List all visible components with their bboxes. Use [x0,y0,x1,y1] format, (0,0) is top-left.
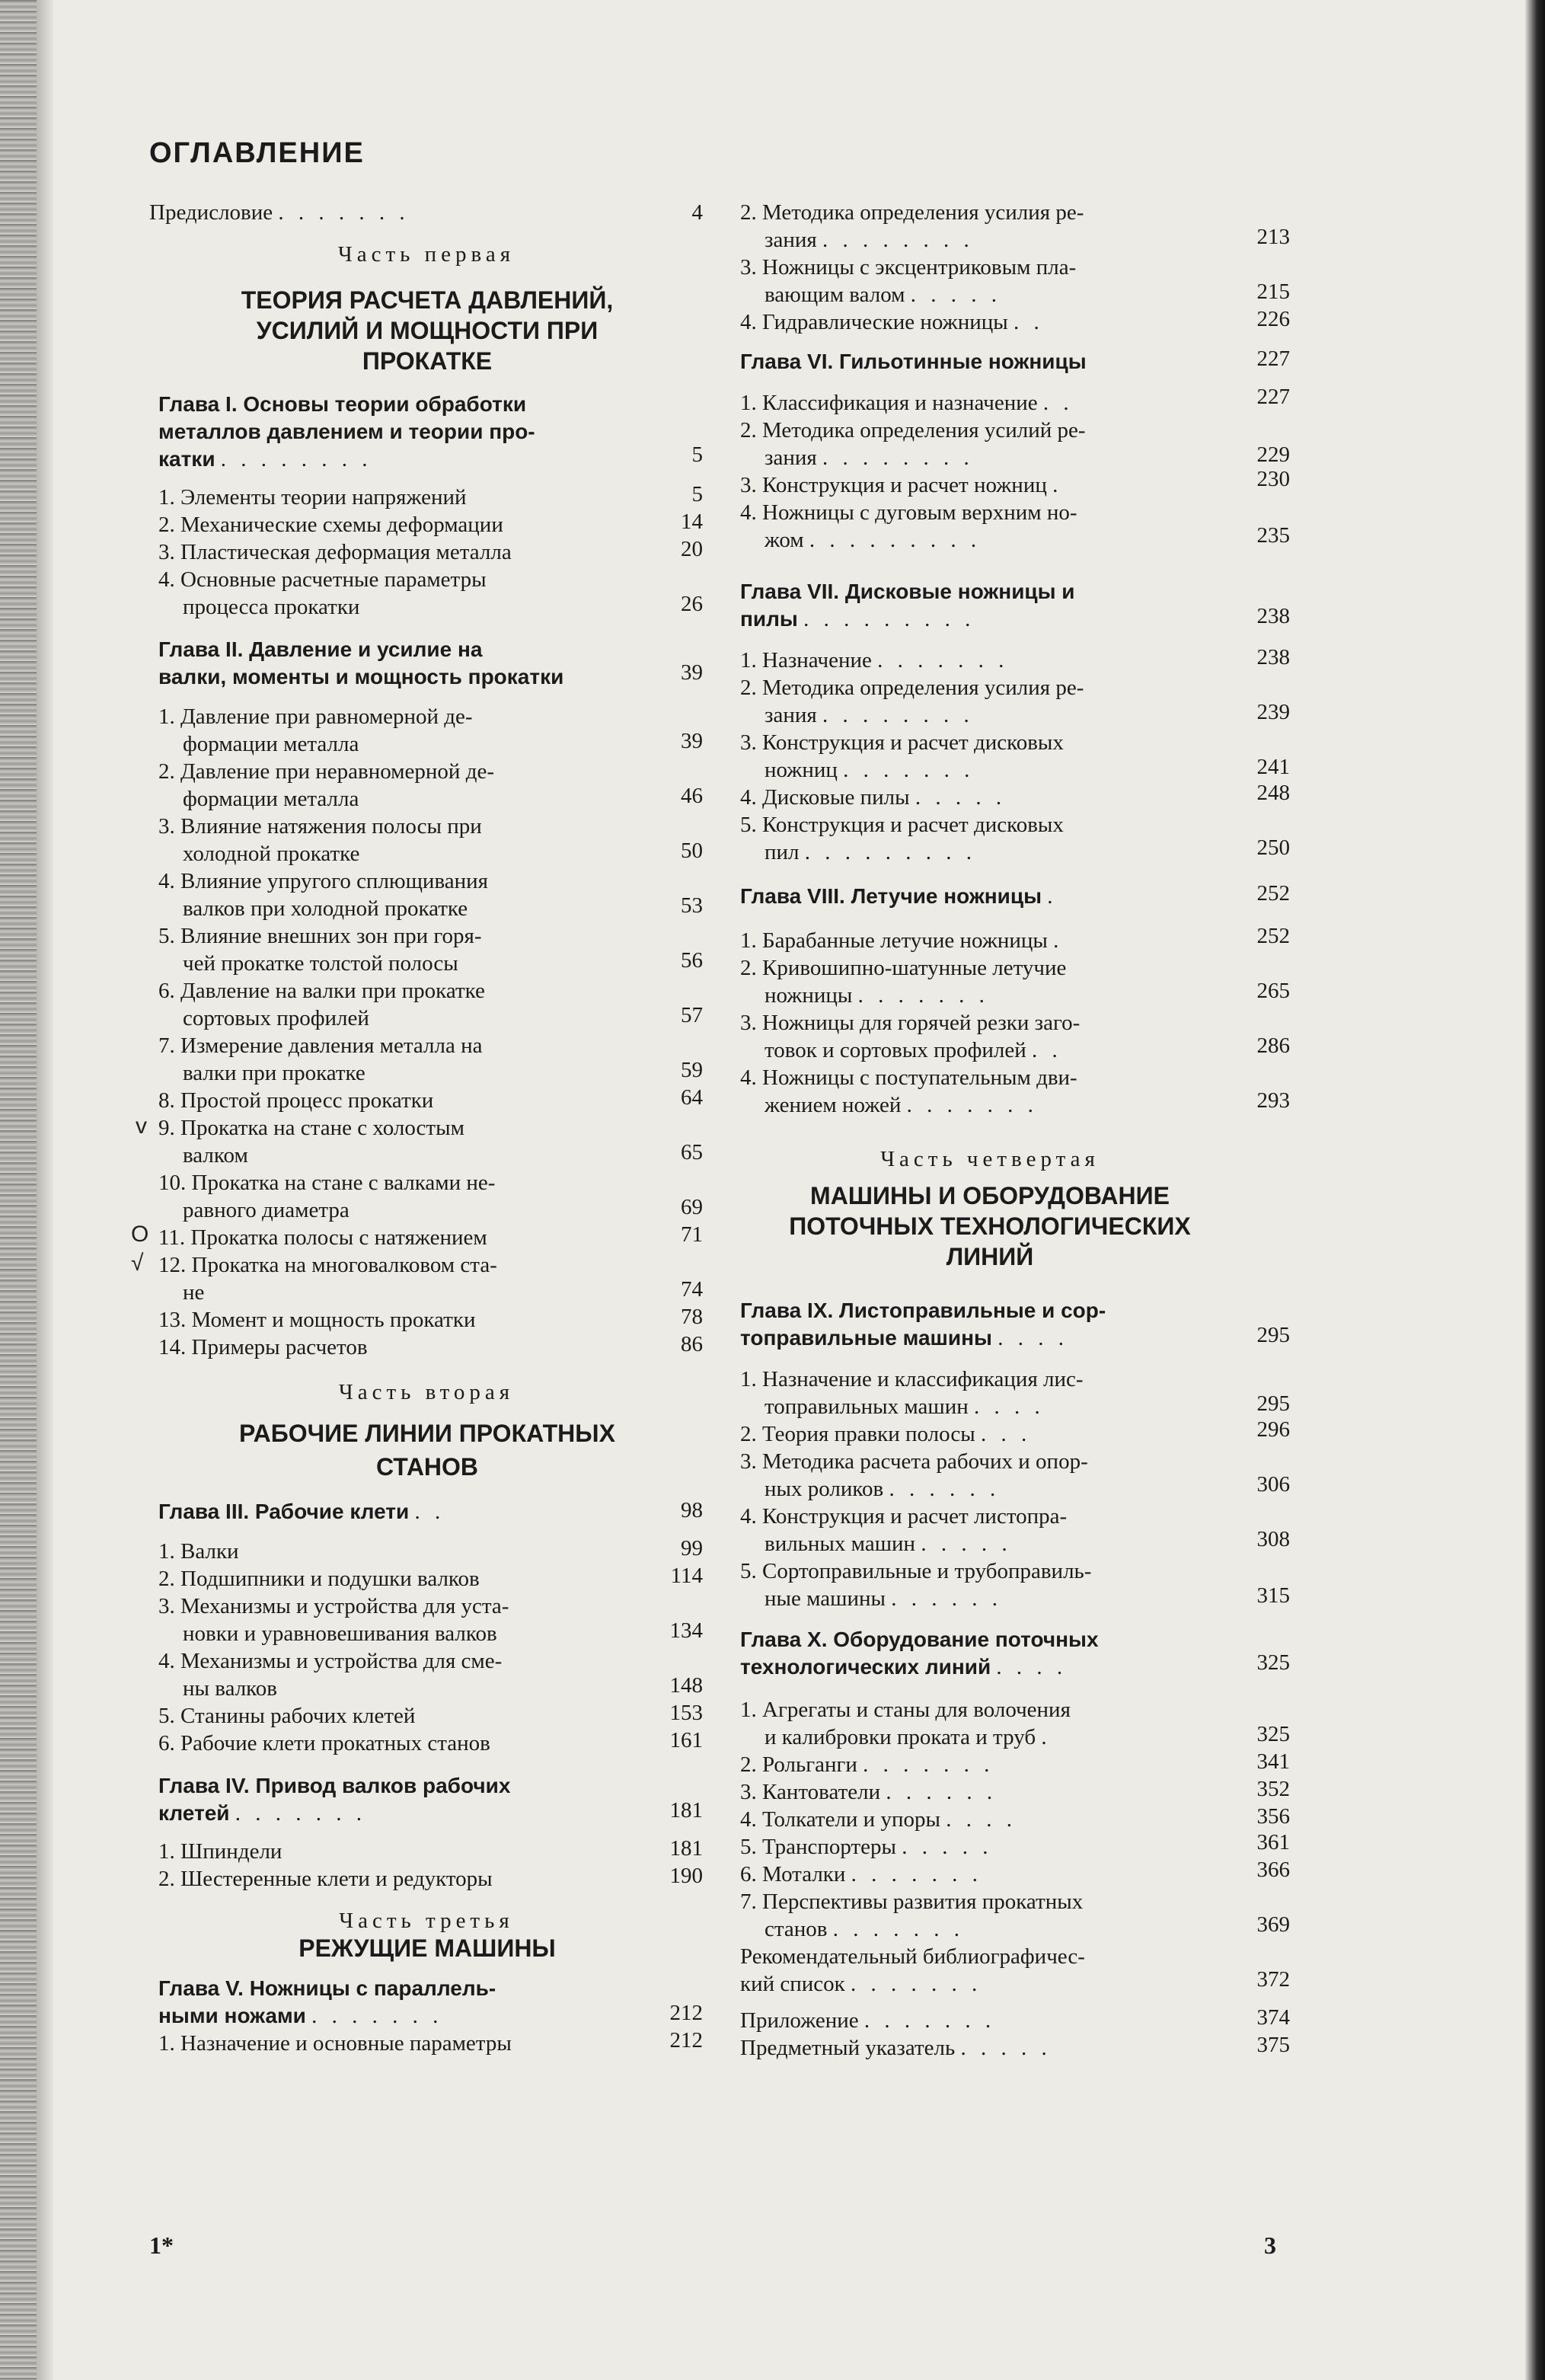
part4-heading-3: ЛИНИЙ [946,1243,1034,1270]
toc-page: 215 [1256,280,1290,304]
toc-item: 1. Назначение и классификация лис- [740,1367,1084,1391]
ch10-page: 325 [1256,1650,1290,1675]
toc-page: 286 [1256,1033,1290,1058]
toc-item: 2. Механические схемы деформации [158,513,503,537]
toc-item: 6. Рабочие клети прокатных станов [158,1731,490,1755]
toc-item: 4. Ножницы с дуговым верхним но- [740,500,1077,525]
toc-page: 306 [1256,1472,1290,1497]
ch2-heading-1: Глава II. Давление и усилие на [158,637,483,661]
toc-item-cont: товок и сортовых профилей . . [765,1038,1062,1062]
ch10-heading-1: Глава X. Оборудование поточных [740,1628,1099,1651]
part4-heading-1: МАШИНЫ И ОБОРУДОВАНИЕ [810,1182,1170,1209]
toc-item: 7. Измерение давления металла на [158,1033,483,1058]
toc-item: 4. Механизмы и устройства для сме- [158,1649,503,1673]
toc-page: 226 [1256,307,1290,331]
toc-item: 5. Влияние внешних зон при горя- [158,924,482,948]
toc-page: 39 [681,729,703,753]
toc-item: 1. Барабанные летучие ножницы . [740,928,1064,953]
toc-item: 1. Назначение . . . . . . . [740,648,1009,672]
toc-item: 14. Примеры расчетов [158,1335,368,1359]
toc-item-cont: холодной прокатке [183,842,360,866]
ch5-page: 212 [669,2001,703,2025]
ch3-page: 98 [681,1498,703,1522]
toc-page: 190 [669,1864,703,1888]
toc-item-cont: ножницы . . . . . . . [765,983,989,1008]
toc-item: 4. Конструкция и расчет листопра- [740,1504,1068,1529]
toc-item: 3. Ножницы с эксцентриковым пла- [740,255,1077,280]
part2-heading-1: РАБОЧИЕ ЛИНИИ ПРОКАТНЫХ [239,1420,615,1447]
toc-item-cont: топравильных машин . . . . [765,1394,1045,1419]
toc-item: 2. Кривошипно-шатунные летучие [740,956,1067,980]
toc-item: 1. Шпиндели [158,1839,283,1864]
toc-page: 372 [1256,1967,1290,1992]
toc-page: 352 [1256,1777,1290,1801]
toc-item-cont: зания . . . . . . . . [765,703,974,727]
part2-label: Часть вторая [338,1380,515,1404]
ch6-heading: Глава VI. Гильотинные ножницы [740,350,1087,373]
ch7-heading-1: Глава VII. Дисковые ножницы и [740,580,1075,603]
toc-page: 361 [1256,1830,1290,1854]
toc-page: 59 [681,1058,703,1082]
handwritten-tick-mark: √ [131,1251,144,1276]
toc-item: 11. Прокатка полосы с натяжением [158,1225,487,1250]
toc-item-cont: валком [183,1143,248,1168]
ch1-heading-1: Глава I. Основы теории обработки [158,392,527,416]
toc-item-cont: кий список . . . . . . . [740,1972,982,1996]
page-binding [0,0,37,2380]
toc-item: 2. Давление при неравномерной де- [158,759,494,784]
handwritten-check-mark: v [136,1113,147,1139]
toc-page: 325 [1256,1722,1290,1746]
toc-item: 2. Методика определения усилия ре- [740,676,1084,700]
toc-item: 5. Конструкция и расчет дисковых [740,813,1064,837]
toc-page: 181 [669,1836,703,1861]
ch6-page: 227 [1256,347,1290,371]
part1-label: Часть первая [337,242,516,267]
toc-page: 239 [1256,700,1290,724]
toc-page: 235 [1256,523,1290,548]
ch1-heading-2: металлов давлением и теории про- [158,420,535,443]
toc-item-cont: сортовых профилей [183,1006,369,1030]
toc-page: 230 [1256,467,1290,491]
toc-item: 5. Станины рабочих клетей [158,1704,416,1728]
ch3-heading: Глава III. Рабочие клети . . [158,1500,445,1524]
toc-item-cont: ножниц . . . . . . . [765,758,975,782]
page-title: ОГЛАВЛЕНИЕ [149,137,365,169]
toc-page: 65 [681,1140,703,1164]
toc-item-cont: процесса прокатки [183,595,360,619]
toc-page: 293 [1256,1088,1290,1113]
toc-item-cont: станов . . . . . . . [765,1917,964,1941]
toc-item-cont: равного диаметра [183,1198,350,1222]
toc-item-cont: чей прокатке толстой полосы [183,951,458,976]
toc-item: 13. Момент и мощность прокатки [158,1308,476,1332]
toc-page: 356 [1256,1804,1290,1829]
ch8-page: 252 [1256,881,1290,906]
part1-heading-2: УСИЛИЙ И МОЩНОСТИ ПРИ [256,317,599,344]
toc-page: 315 [1256,1583,1290,1608]
toc-item-cont: формации металла [183,787,359,811]
toc-item: 4. Влияние упругого сплющивания [158,869,489,893]
toc-item: 2. Теория правки полосы . . . [740,1422,1032,1446]
toc-item: 1. Элементы теории напряжений [158,485,467,510]
toc-item: 4. Ножницы с поступательным дви- [740,1065,1077,1090]
toc-item: 3. Механизмы и устройства для уста- [158,1594,509,1618]
toc-page: 375 [1256,2033,1290,2057]
toc-page: 114 [670,1564,703,1588]
ch5-heading-1: Глава V. Ножницы с параллель- [158,1976,496,2000]
toc-item: 3. Влияние натяжения полосы при [158,814,482,839]
ch9-page: 295 [1256,1323,1290,1347]
toc-page: 374 [1256,2005,1290,2030]
toc-page: 241 [1256,755,1290,779]
part1-heading-3: ПРОКАТКЕ [362,347,493,375]
page-edge [1525,0,1545,2380]
toc-item: 3. Кантователи . . . . . . [740,1780,998,1804]
toc-item-cont: вильных машин . . . . . [765,1532,1012,1556]
toc-item-cont: валки при прокатке [183,1061,366,1085]
preface-page: 4 [691,200,703,225]
toc-page: 148 [669,1673,703,1698]
toc-item: 2. Подшипники и подушки валков [158,1567,480,1591]
toc-page: 295 [1256,1391,1290,1416]
toc-page: 26 [681,592,703,616]
part1-heading-1: ТЕОРИЯ РАСЧЕТА ДАВЛЕНИЙ, [241,286,614,314]
toc-page: 5 [691,482,703,506]
part4-label: Часть четвертая [880,1147,1100,1171]
toc-page: 366 [1256,1858,1290,1882]
toc-page: 248 [1256,781,1290,805]
toc-page: 212 [669,2028,703,2053]
ch4-page: 181 [669,1798,703,1823]
toc-page: 50 [681,839,703,863]
toc-item-cont: жом . . . . . . . . . [765,528,982,552]
ch8-heading: Глава VIII. Летучие ножницы . [740,884,1058,909]
toc-item-cont: зания . . . . . . . . [765,446,974,470]
toc-item: 12. Прокатка на многовалковом ста- [158,1253,497,1277]
toc-page: 57 [681,1003,703,1027]
toc-item-cont: зания . . . . . . . . [765,228,974,252]
ch2-heading-2: валки, моменты и мощность прокатки [158,665,564,688]
toc-page: 86 [681,1332,703,1356]
toc-page: 213 [1256,225,1290,249]
toc-item: Рекомендательный библиографичес- [740,1944,1085,1969]
toc-page: 56 [681,948,703,973]
ch1-page: 5 [691,442,703,467]
toc-item: 9. Прокатка на стане с холостым [158,1116,464,1140]
ch7-page: 238 [1256,604,1290,628]
toc-page: 71 [681,1222,703,1247]
toc-item: 1. Классификация и назначение . . [740,391,1074,415]
toc-page: 74 [681,1277,703,1302]
page-number: 3 [1264,2231,1276,2259]
toc-item: 8. Простой процесс прокатки [158,1088,434,1113]
toc-item: 4. Толкатели и упоры . . . . [740,1807,1017,1832]
toc-item: 4. Дисковые пилы . . . . . [740,785,1007,810]
toc-item: 7. Перспективы развития прокатных [740,1890,1084,1914]
ch4-heading-2: клетей . . . . . . . [158,1801,366,1826]
toc-item-cont: пил . . . . . . . . . [765,840,977,864]
toc-item: 3. Конструкция и расчет ножниц . [740,473,1063,497]
ch1-heading-3: катки . . . . . . . . [158,447,372,471]
toc-item-cont: формации металла [183,732,359,756]
toc-page: 161 [669,1728,703,1752]
ch2-page: 39 [681,660,703,685]
toc-item: 2. Методика определения усилия ре- [740,200,1084,225]
toc-page: 229 [1256,442,1290,467]
toc-item-cont: ных роликов . . . . . . [765,1477,1001,1501]
page-shadow [37,0,53,2380]
toc-item-cont: вающим валом . . . . . [765,283,1002,307]
toc-item: 3. Методика расчета рабочих и опор- [740,1449,1088,1474]
toc-page: 252 [1256,924,1290,948]
toc-item: 1. Давление при равномерной де- [158,704,473,729]
toc-item-cont: ные машины . . . . . . [765,1586,1003,1611]
toc-item: 4. Гидравлические ножницы . . [740,310,1044,334]
ch7-heading-2: пилы . . . . . . . . . [740,607,975,631]
handwritten-circle-mark: О [131,1222,149,1247]
toc-page: 53 [681,893,703,918]
toc-page: 308 [1256,1527,1290,1551]
ch9-heading-1: Глава IX. Листоправильные и сор- [740,1299,1106,1322]
toc-item: 3. Ножницы для горячей резки заго- [740,1011,1081,1035]
part4-heading-2: ПОТОЧНЫХ ТЕХНОЛОГИЧЕСКИХ [789,1212,1191,1240]
toc-item: 2. Методика определения усилий ре- [740,418,1086,442]
toc-page: 78 [681,1305,703,1329]
signature-mark: 1* [149,2231,174,2259]
ch10-heading-2: технологических линий . . . . [740,1655,1068,1679]
toc-page: 227 [1256,385,1290,409]
toc-page: 99 [681,1536,703,1561]
toc-item-cont: новки и уравновешивания валков [183,1621,497,1646]
toc-page: 369 [1256,1912,1290,1937]
toc-page: 46 [681,784,703,808]
toc-page: 250 [1256,835,1290,860]
part3-heading: РЕЖУЩИЕ МАШИНЫ [298,1934,556,1962]
toc-item: 1. Назначение и основные параметры [158,2031,512,2056]
toc-item: 4. Основные расчетные параметры [158,567,487,592]
toc-item: 3. Конструкция и расчет дисковых [740,730,1064,755]
toc-item: 6. Давление на валки при прокатке [158,979,485,1003]
toc-item: 3. Пластическая деформация металла [158,540,512,564]
toc-item: 5. Транспортеры . . . . . [740,1835,993,1859]
toc-item-cont: ны валков [183,1676,277,1701]
toc-page: 20 [681,537,703,561]
part2-heading-2: СТАНОВ [375,1453,479,1481]
toc-page: 64 [681,1085,703,1110]
toc-page: 296 [1256,1417,1290,1442]
toc-item: 1. Агрегаты и станы для волочения [740,1698,1071,1722]
part3-label: Часть третья [339,1909,514,1933]
toc-item: 2. Шестеренные клети и редукторы [158,1867,493,1891]
ch9-heading-2: топравильные машины . . . . [740,1326,1068,1350]
toc-page: 134 [669,1618,703,1643]
preface-label: Предисловие . . . . . . . [149,200,410,225]
toc-item: Предметный указатель . . . . . [740,2036,1052,2060]
toc-item: 5. Сортоправильные и трубоправиль- [740,1559,1092,1583]
toc-page: 153 [669,1701,703,1725]
ch5-heading-2: ными ножами . . . . . . . [158,2004,443,2028]
toc-item-cont: жением ножей . . . . . . . [765,1093,1038,1117]
toc-page: 265 [1256,979,1290,1003]
toc-item: Приложение . . . . . . . [740,2008,996,2033]
toc-item-cont: не [183,1280,205,1305]
toc-item: 6. Моталки . . . . . . . [740,1862,982,1886]
toc-item-cont: и калибровки проката и труб . [765,1725,1052,1749]
toc-item: 2. Рольганги . . . . . . . [740,1752,994,1777]
toc-item: 1. Валки [158,1539,239,1564]
toc-page: 341 [1256,1749,1290,1774]
ch4-heading-1: Глава IV. Привод валков рабочих [158,1774,511,1797]
toc-page: 238 [1256,645,1290,669]
toc-item: 10. Прокатка на стане с валками не- [158,1171,496,1195]
toc-item-cont: валков при холодной прокатке [183,896,468,921]
toc-page: 14 [681,510,703,534]
toc-page: 69 [681,1195,703,1219]
